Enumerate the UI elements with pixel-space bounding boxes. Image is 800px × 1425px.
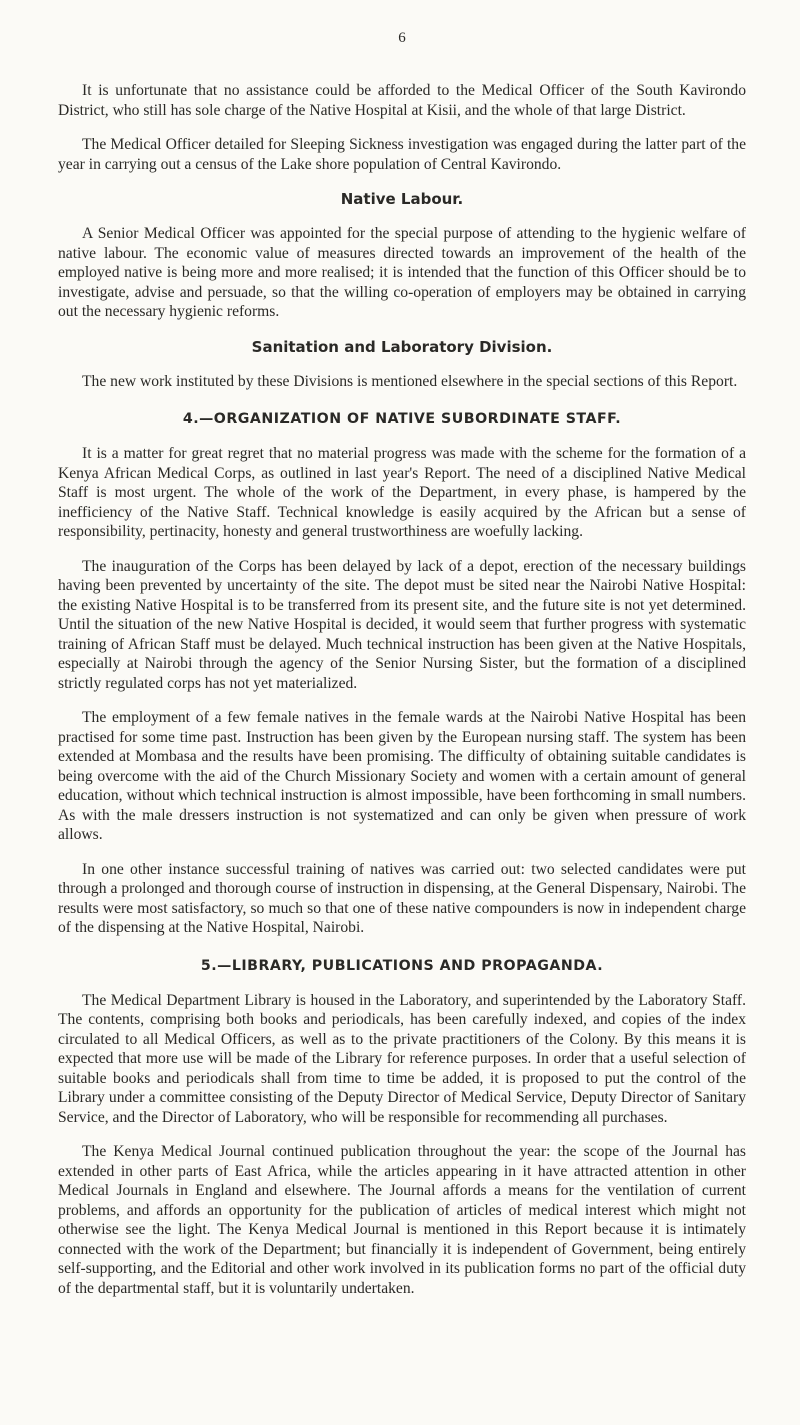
paragraph-native-labour: A Senior Medical Officer was appointed for the special purpose of attending to the hygienic welfare of native labour. The economic value of measures directed towards an improvement of the health of the employed native is being more and more realised; it is intended that the function of this Officer should be to investigate, advise and persuade, so that the willing co-operation of employers may be obtained in carrying out the necessary hygienic reforms.	[58, 225, 746, 320]
paragraph-new-work: The new work instituted by these Divisions is mentioned elsewhere in the special sections of this Report.	[82, 372, 738, 390]
heading-native-labour: Native Labour.	[340, 190, 464, 208]
paragraph-corps-depot: The inauguration of the Corps has been delayed by lack of a depot, erection of the necessary buildings having been prevented by uncertainty of the site. The depot must be sited near the Nairobi Native Hospital: the existing Native Hospital is to be transferred from its present site, and the future site is not yet determined. Until the situation of the new Native Hospital is decided, it would seem that further progress with systematic training of African Staff must be delayed. Much technical instruction has been given at the Native Hospitals, especially at Nairobi through the agency of the Senior Nursing Sister, but the formation of a disciplined strictly regulated corps has not yet materialized.	[58, 557, 746, 692]
paragraph-medical-corps: It is a matter for great regret that no material progress was made with the scheme for the formation of a Kenya African Medical Corps, as outlined in last year's Report. The need of a disciplined Native Medical Staff is most urgent. The whole of the work of the Department, in every phase, is hampered by the inefficiency of the Native Staff. Technical knowledge is easily acquired by the African but a sense of responsibility, pertinacity, honesty and general trustworthiness are woefully lacking.	[58, 445, 746, 540]
paragraph-medical-journal: The Kenya Medical Journal continued publication throughout the year: the scope of the Journal has extended in other parts of East Africa, while the articles appearing in it have attracted attention in other Medical Journals in England and elsewhere. The Journal affords a means for the ventilation of current problems, and affords an opportunity for the publication of articles of medical interest which might not otherwise see the light. The Kenya Medical Journal is mentioned in this Report because it is intimately connected with the work of the Department; but financially it is independent of Government, being entirely self-supporting, and the Editorial and other work involved in its publication forms no part of the official duty of the departmental staff, but it is voluntarily undertaken.	[58, 1143, 746, 1297]
paragraph-library: The Medical Department Library is housed in the Laboratory, and superintended by the Laboratory Staff. The contents, comprising both books and periodicals, has been carefully indexed, and copies of the index circulated to all Medical Officers, as well as to the private practitioners of the Colony. By this means it is expected that more use will be made of the Library for reference purposes. In order that a useful selection of suitable books and periodicals shall from time to time be added, it is proposed to put the control of the Library under a committee consisting of the Deputy Director of Medical Service, Deputy Director of Sanitary Service, and the Director of Laboratory, who will be responsible for recommending all purchases.	[58, 991, 746, 1126]
report-page	[58, 30, 746, 1298]
paragraph-female-natives: The employment of a few female natives in the female wards at the Nairobi Native Hospital has been practised for some time past. Instruction has been given by the European nursing staff. The system has been extended at Mombasa and the results have been promising. The difficulty of obtaining suitable candidates is being overcome with the aid of the Church Missionary Society and women with a certain amount of general education, without which technical instruction is almost impossible, have been forthcoming in small numbers. As with the male dressers instruction is not systematized and can only be given when pressure of work allows.	[58, 709, 746, 843]
paragraph-sleeping-sickness: The Medical Officer detailed for Sleeping Sickness investigation was engaged during the latter part of the year in carrying out a census of the Lake shore population of Central Kavirondo.	[58, 136, 746, 173]
heading-sanitation-laboratory: Sanitation and Laboratory Division.	[251, 337, 553, 356]
paragraph-dispensing-training: In one other instance successful training of natives was carried out: two selected candidates were put through a prolonged and thorough course of instruction in dispensing, at the General Dispensary, Nairobi. The results were most satisfactory, so much so that one of these native compounders is now in independent charge of the dispensing at the Native Hospital, Nairobi.	[58, 860, 746, 936]
page-number: 6	[398, 30, 406, 46]
heading-section-5-library: 5.—LIBRARY, PUBLICATIONS AND PROPAGANDA.	[200, 957, 604, 974]
paragraph-kisii-hospital: It is unfortunate that no assistance could be afforded to the Medical Officer of the South Kavirondo District, who still has sole charge of the Native Hospital at Kisii, and the whole of that large District.	[58, 82, 746, 119]
heading-section-4-organization: 4.—ORGANIZATION OF NATIVE SUBORDINATE STAFF.	[182, 411, 622, 427]
